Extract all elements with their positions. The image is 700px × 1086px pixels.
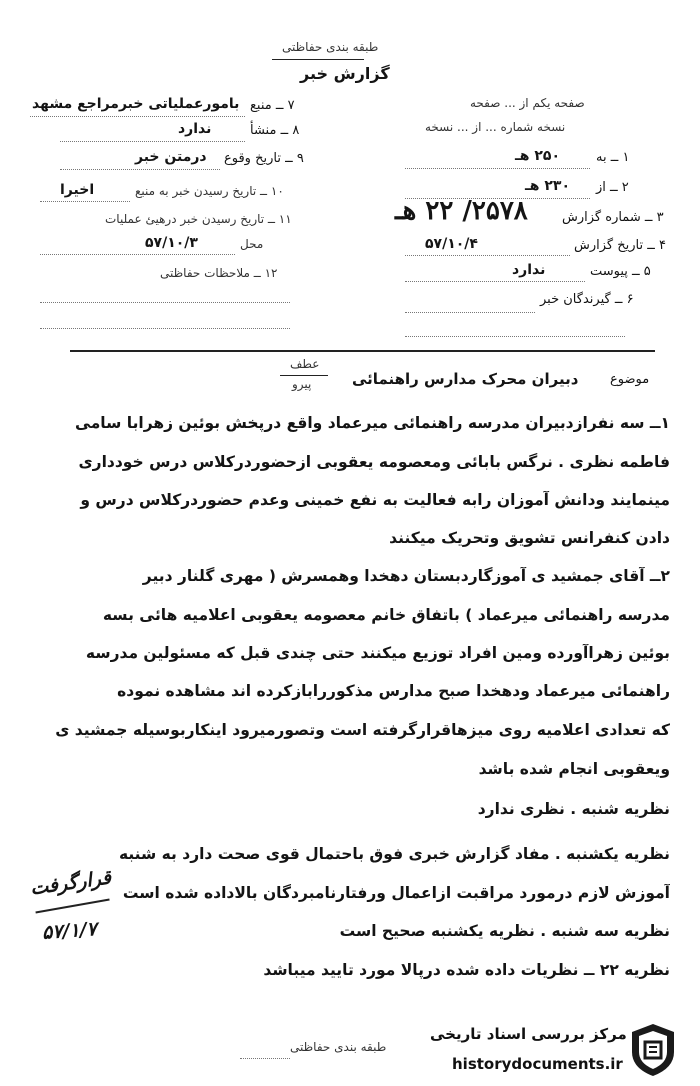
copy-line: نسخه شماره ... از ... نسخه	[425, 120, 566, 134]
watermark-title: مرکز بررسی اسناد تاریخی	[430, 1025, 627, 1043]
classification-bottom: طبقه بندی حفاظتی	[290, 1040, 387, 1054]
dotted-line	[40, 254, 235, 255]
handwritten-date: ۵۷/۱/۷	[41, 918, 98, 944]
body-line: مینمایند ودانش آموزان رابه فعالیت به نفع خمینی وعدم حضوردرکلاس درس و	[80, 491, 670, 509]
r2-value: ۲۳۰ هـ	[525, 178, 571, 194]
subject-value: دبیران محرک مدارس راهنمائی	[352, 370, 579, 388]
f11-label: ۱۱ ــ تاریخ رسیدن خبر درهیئ عملیات	[105, 212, 292, 226]
f7-label: ۷ ــ منبع	[250, 98, 295, 113]
body-line: بوئین زهراآورده ومین افراد توزیع میکنند حتی چندی قبل که مسئولین مدرسه	[85, 644, 670, 662]
subject-margin-rule	[280, 375, 328, 376]
f11-place-label: محل	[240, 237, 264, 251]
f9-value: درمتن خبر	[135, 149, 207, 165]
subject-label: موضوع	[610, 372, 650, 387]
classification-top-underline	[272, 59, 364, 60]
form-title: گزارش خبر	[300, 64, 390, 83]
dotted-line	[40, 201, 130, 202]
body-line: راهنمائی میرعماد ودهخدا صبح مدارس مذکوررابازکرده اند مشاهده نموده	[117, 682, 670, 700]
dotted-line	[405, 336, 625, 337]
dotted-line	[405, 168, 590, 169]
f10-label: ۱۰ ــ تاریخ رسیدن خبر به منبع	[135, 184, 284, 198]
body-line: مدرسه راهنمائی میرعماد ) باتفاق خانم معصومه یعقوبی اعلامیه هائی بسه	[102, 606, 670, 624]
handwritten-stroke	[35, 898, 109, 913]
body-line: که تعدادی اعلامیه روی میزهاقرارگرفته است وتصورمیرود اینکاربوسیله جمشید ی	[55, 721, 670, 739]
r1-value: ۲۵۰ هـ	[515, 148, 561, 164]
r1-label: ۱ ــ به	[596, 150, 630, 165]
f8-label: ۸ ــ منشأ	[250, 123, 300, 138]
dotted-line	[60, 141, 245, 142]
f12-label: ۱۲ ــ ملاحظات حفاظتی	[160, 266, 278, 280]
archive-emblem-icon	[628, 1022, 678, 1078]
subject-margin-bottom: پیرو	[292, 377, 312, 391]
header-separator	[70, 350, 655, 352]
body-line: دادن کنفرانس تشویق وتحریک میکنند	[389, 529, 670, 547]
body-line: آموزش لازم درمورد مراقبت ازاعمال ورفتارنامبردگان بالاداده شده است	[122, 884, 670, 902]
dotted-line	[40, 328, 290, 329]
subject-margin-top: عطف	[290, 357, 320, 371]
r5-label: ۵ ــ پیوست	[590, 264, 651, 279]
f10-value: اخیرا	[60, 182, 95, 198]
f9-label: ۹ ــ تاریخ وقوع	[224, 151, 304, 166]
body-line: نظریه ۲۲ ــ نظریات داده شده درپالا مورد تایید میباشد	[263, 961, 670, 979]
handwritten-note: قرارگرفت	[28, 866, 113, 900]
r3-label: ۳ ــ شماره گزارش	[562, 210, 664, 225]
body-line: نظریه یکشنبه . مفاد گزارش خبری فوق باحتمال قوی صحت دارد به شنبه	[118, 845, 670, 863]
f7-value: بامورعملیاتی خبرمراجع مشهد	[32, 96, 240, 112]
body-line: ویعقوبی انجام شده باشد	[478, 760, 670, 778]
r4-label: ۴ ــ تاریخ گزارش	[574, 238, 666, 253]
f8-value: ندارد	[178, 121, 212, 137]
dotted-line	[60, 169, 220, 170]
dotted-line	[405, 312, 535, 313]
r4-value: ۵۷/۱۰/۴	[425, 236, 478, 252]
dotted-line	[405, 255, 570, 256]
watermark-url: historydocuments.ir	[452, 1055, 623, 1073]
r3-value: ۲۵۷۸/ ۲۲ هـ	[395, 196, 528, 226]
r5-value: ندارد	[512, 262, 546, 278]
dotted-line	[240, 1058, 290, 1059]
page-line: صفحه یکم از ... صفحه	[470, 96, 585, 110]
dotted-line	[40, 302, 290, 303]
f11-value: ۵۷/۱۰/۳	[145, 235, 198, 251]
r6-label: ۶ ــ گیرندگان خبر	[540, 292, 634, 307]
dotted-line	[30, 116, 245, 117]
body-line: ۲ــ آقای جمشید ی آموزگاردبستان دهخدا وهمسرش ( مهری گلنار دبیر	[142, 567, 670, 585]
body-line: فاطمه نظری . نرگس بابائی ومعصومه یعقوبی ازحضوردرکلاس درس خودداری	[78, 453, 670, 471]
body-line: ۱ــ سه نفرازدبیران مدرسه راهنمائی میرعماد واقع درپخش بوئین زهرابا سامی	[75, 414, 670, 432]
body-line: نظریه شنبه . نظری ندارد	[477, 800, 670, 818]
body-line: نظریه سه شنبه . نظریه یکشنبه صحیح است	[339, 922, 670, 940]
classification-top: طبقه بندی حفاظتی	[282, 40, 379, 54]
r2-label: ۲ ــ از	[596, 180, 629, 195]
dotted-line	[405, 281, 585, 282]
